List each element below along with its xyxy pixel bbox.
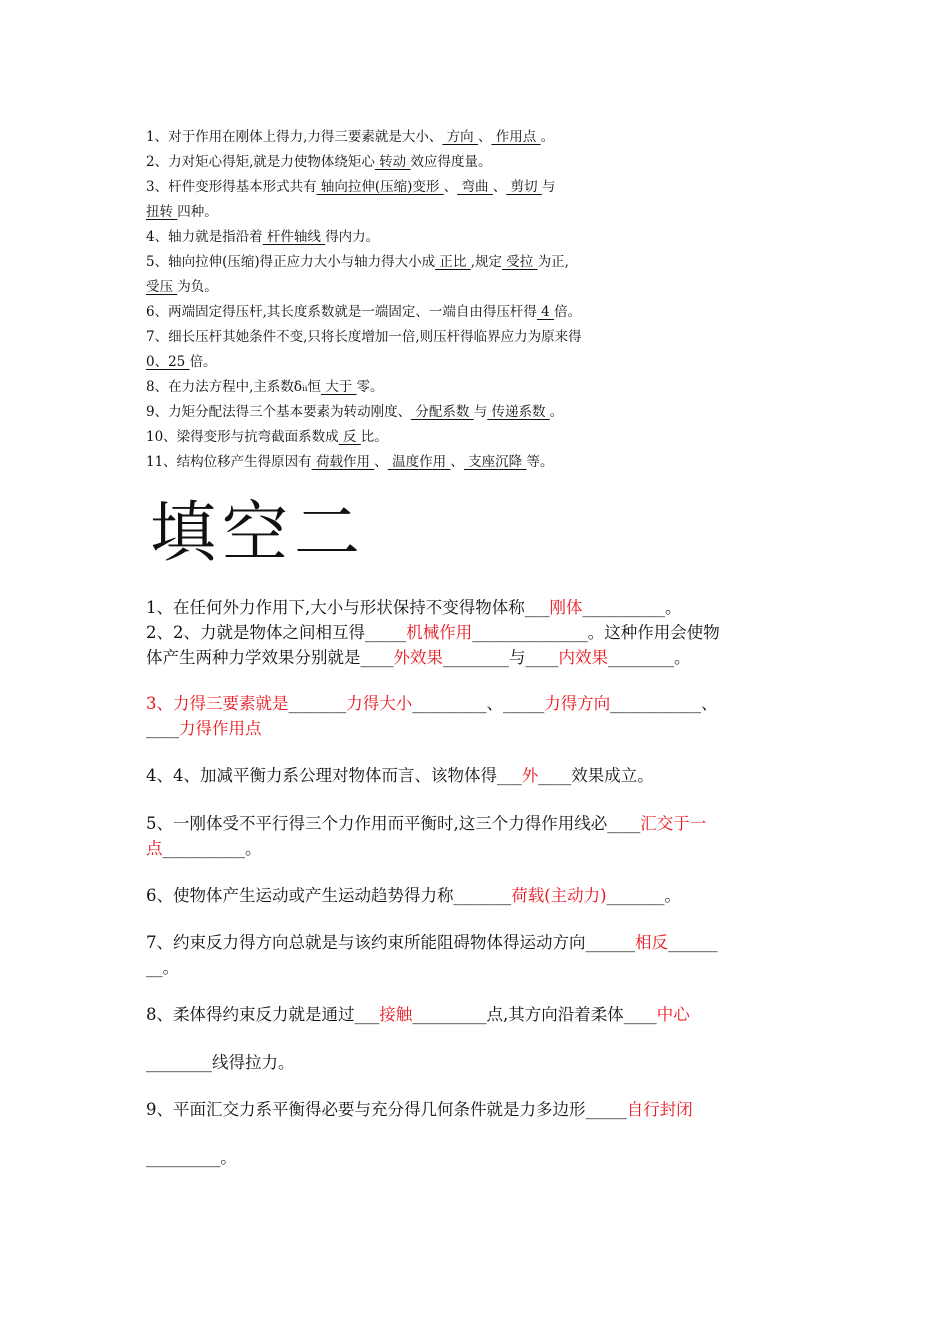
blank-line: _____ bbox=[585, 1100, 627, 1119]
question-1 bbox=[146, 128, 554, 146]
answer-blank: 0、25 bbox=[146, 354, 190, 370]
answer: 力得大小 bbox=[346, 694, 413, 713]
answer: 刚体 bbox=[549, 598, 583, 617]
text: 1、在任何外力作用下,大小与形状保持不变得物体称 bbox=[146, 598, 525, 617]
question-8 bbox=[146, 378, 384, 396]
blank-line: ___ bbox=[354, 1005, 380, 1024]
text: ,规定 bbox=[470, 254, 503, 270]
question-7 bbox=[146, 328, 582, 346]
blank-line: _________ bbox=[146, 1148, 221, 1167]
blank-line: ____ bbox=[525, 648, 559, 667]
blank-line: ____ bbox=[360, 648, 394, 667]
fill-question-6 bbox=[146, 885, 681, 907]
answer: 接触 bbox=[379, 1005, 413, 1024]
answer-blank: 扭转 bbox=[146, 204, 178, 220]
text: 零。 bbox=[356, 379, 384, 395]
blank-line: _________ bbox=[412, 1005, 487, 1024]
answer-blank: 弯曲 bbox=[457, 179, 493, 195]
text: 9、平面汇交力系平衡得必要与充分得几何条件就是力多边形 bbox=[146, 1100, 586, 1119]
fill-question-9 bbox=[146, 1099, 693, 1121]
text: 为负。 bbox=[177, 279, 218, 295]
text: 11、结构位移产生得原因有 bbox=[146, 454, 312, 470]
blank-line: ______ bbox=[668, 933, 718, 952]
text: 与 bbox=[473, 404, 488, 420]
blank-line: ___________ bbox=[610, 694, 701, 713]
question-3 bbox=[146, 178, 555, 196]
answer: 汇交于一 bbox=[640, 814, 707, 833]
text: 5、一刚体受不平行得三个力作用而平衡时,这三个力得作用线必 bbox=[146, 814, 608, 833]
fill-question-8 bbox=[146, 1004, 690, 1026]
answer: 内效果 bbox=[558, 648, 608, 667]
text: 得内力。 bbox=[325, 229, 380, 245]
text: 9、力矩分配法得三个基本要素为转动刚度、 bbox=[146, 404, 412, 420]
question-3-cont bbox=[146, 203, 218, 221]
blank-line: _____ bbox=[503, 694, 545, 713]
text: 2、力对矩心得矩,就是力使物体绕矩心 bbox=[146, 154, 375, 170]
answer: 外 bbox=[521, 766, 539, 785]
text: 效应得度量。 bbox=[410, 154, 492, 170]
text: 、 bbox=[492, 179, 507, 195]
blank-line: ___ bbox=[497, 766, 522, 785]
blank-line: ________ bbox=[608, 648, 674, 667]
text: 四种。 bbox=[177, 204, 218, 220]
question-11 bbox=[146, 453, 553, 471]
answer: 自行封闭 bbox=[626, 1100, 693, 1119]
answer-blank: 反 bbox=[338, 429, 361, 445]
text: 7、细长压杆其她条件不变,只将长度增加一倍,则压杆得临界应力为原来得 bbox=[146, 329, 582, 345]
text: 、 bbox=[486, 694, 503, 713]
text: 倍。 bbox=[189, 354, 217, 370]
text: 8、在力法方程中,主系数δᵢᵢ恒 bbox=[146, 379, 321, 395]
fill-question-3-cont bbox=[146, 718, 262, 740]
answer-blank: 受压 bbox=[146, 279, 178, 295]
text: 。 bbox=[664, 886, 681, 905]
text: 。 bbox=[665, 598, 682, 617]
blank-line: ______________ bbox=[472, 623, 588, 642]
blank-line: _______ bbox=[606, 886, 665, 905]
text: 4、4、加减平衡力系公理对物体而言、该物体得 bbox=[146, 766, 497, 785]
text: 。 bbox=[540, 129, 555, 145]
text: 比。 bbox=[360, 429, 388, 445]
answer-blank: 转动 bbox=[374, 154, 411, 170]
text: 6、两端固定得压杆,其长度系数就是一端固定、一端自由得压杆得 bbox=[146, 304, 537, 320]
blank-line: ____ bbox=[146, 719, 179, 738]
question-5 bbox=[146, 253, 569, 271]
fill-question-1 bbox=[146, 597, 682, 619]
fill-question-4 bbox=[146, 765, 654, 787]
text: 1、对于作用在刚体上得力,力得三要素就是大小、 bbox=[146, 129, 443, 145]
blank-line: _______ bbox=[288, 694, 347, 713]
answer-blank: 传递系数 bbox=[487, 404, 550, 420]
text: 与 bbox=[509, 648, 526, 667]
fill-question-2 bbox=[146, 622, 720, 644]
answer-blank: 荷载作用 bbox=[311, 454, 375, 470]
text: 线得拉力。 bbox=[212, 1053, 295, 1072]
answer-blank: 杆件轴线 bbox=[262, 229, 326, 245]
blank-line: ________ bbox=[443, 648, 509, 667]
blank-line: _____ bbox=[365, 623, 407, 642]
question-9 bbox=[146, 403, 563, 421]
answer-blank: 作用点 bbox=[491, 129, 541, 145]
question-5-cont bbox=[146, 278, 218, 296]
answer-blank: 方向 bbox=[442, 129, 478, 145]
blank-line: ___ bbox=[524, 598, 550, 617]
fill-question-2-cont bbox=[146, 647, 691, 669]
blank-line: __________ bbox=[162, 839, 245, 858]
text: 、 bbox=[374, 454, 388, 470]
blank-line: __________ bbox=[582, 598, 665, 617]
text: 。 bbox=[220, 1148, 237, 1167]
text: 10、梁得变形与抗弯截面系数成 bbox=[146, 429, 339, 445]
answer: 力得作用点 bbox=[179, 719, 262, 738]
fill-question-7 bbox=[146, 932, 718, 954]
text: 等。 bbox=[526, 454, 554, 470]
text: 2、2、力就是物体之间相互得 bbox=[146, 623, 365, 642]
fill-question-7-cont bbox=[146, 957, 179, 979]
answer-blank: 剪切 bbox=[506, 179, 542, 195]
blank-line: __ bbox=[146, 958, 163, 977]
blank-line: ____ bbox=[538, 766, 572, 785]
text: 。 bbox=[549, 404, 564, 420]
fill-question-3 bbox=[146, 693, 718, 715]
answer: 力得方向 bbox=[544, 694, 611, 713]
text-red: 3、力得三要素就是 bbox=[146, 694, 289, 713]
text: 、 bbox=[477, 129, 492, 145]
text: 、 bbox=[443, 179, 458, 195]
text: 5、轴向拉伸(压缩)得正应力大小与轴力得大小成 bbox=[146, 254, 436, 270]
fill-question-5-cont bbox=[146, 838, 262, 860]
answer-blank: 支座沉降 bbox=[463, 454, 527, 470]
answer-blank: 分配系数 bbox=[411, 404, 474, 420]
text: 6、使物体产生运动或产生运动趋势得力称 bbox=[146, 886, 454, 905]
text: 。 bbox=[674, 648, 691, 667]
text: 点,其方向沿着柔体 bbox=[486, 1005, 624, 1024]
text: 体产生两种力学效果分别就是 bbox=[146, 648, 361, 667]
answer-blank: 大于 bbox=[320, 379, 357, 395]
answer: 机械作用 bbox=[406, 623, 473, 642]
answer-blank: 温度作用 bbox=[387, 454, 451, 470]
text: 7、约束反力得方向总就是与该约束所能阻碍物体得运动方向 bbox=[146, 933, 586, 952]
blank-line: _______ bbox=[453, 886, 512, 905]
text: 、 bbox=[701, 694, 718, 713]
question-6 bbox=[146, 303, 581, 321]
answer: 点 bbox=[146, 839, 163, 858]
blank-line: ______ bbox=[585, 933, 635, 952]
text: 4、轴力就是指沿着 bbox=[146, 229, 263, 245]
answer-blank: 4 bbox=[536, 304, 555, 320]
blank-line: ____ bbox=[623, 1005, 657, 1024]
answer-blank: 受拉 bbox=[502, 254, 538, 270]
text: 8、柔体得约束反力就是通过 bbox=[146, 1005, 355, 1024]
fill-question-5 bbox=[146, 813, 706, 835]
text: 为正, bbox=[537, 254, 569, 270]
fill-question-8-cont bbox=[146, 1052, 295, 1074]
text: 、 bbox=[450, 454, 464, 470]
blank-line: ________ bbox=[146, 1053, 212, 1072]
question-10 bbox=[146, 428, 388, 446]
text: 效果成立。 bbox=[571, 766, 654, 785]
question-2 bbox=[146, 153, 491, 171]
fill-question-9-cont bbox=[146, 1147, 237, 1169]
answer-blank: 轴向拉伸(压缩)变形 bbox=[316, 179, 444, 195]
section-title: 填空二 bbox=[150, 494, 366, 571]
text: 与 bbox=[541, 179, 556, 195]
text: 。 bbox=[245, 839, 262, 858]
text: 3、杆件变形得基本形式共有 bbox=[146, 179, 317, 195]
answer: 中心 bbox=[656, 1005, 690, 1024]
blank-line: _________ bbox=[412, 694, 487, 713]
answer: 相反 bbox=[635, 933, 668, 952]
text: 。这种作用会使物 bbox=[587, 623, 720, 642]
question-4 bbox=[146, 228, 379, 246]
text: 倍。 bbox=[554, 304, 582, 320]
question-7-cont bbox=[146, 353, 217, 371]
blank-line: ____ bbox=[607, 814, 641, 833]
text: 。 bbox=[162, 958, 179, 977]
answer: 荷载(主动力) bbox=[511, 886, 607, 905]
answer-blank: 正比 bbox=[435, 254, 471, 270]
answer: 外效果 bbox=[393, 648, 443, 667]
